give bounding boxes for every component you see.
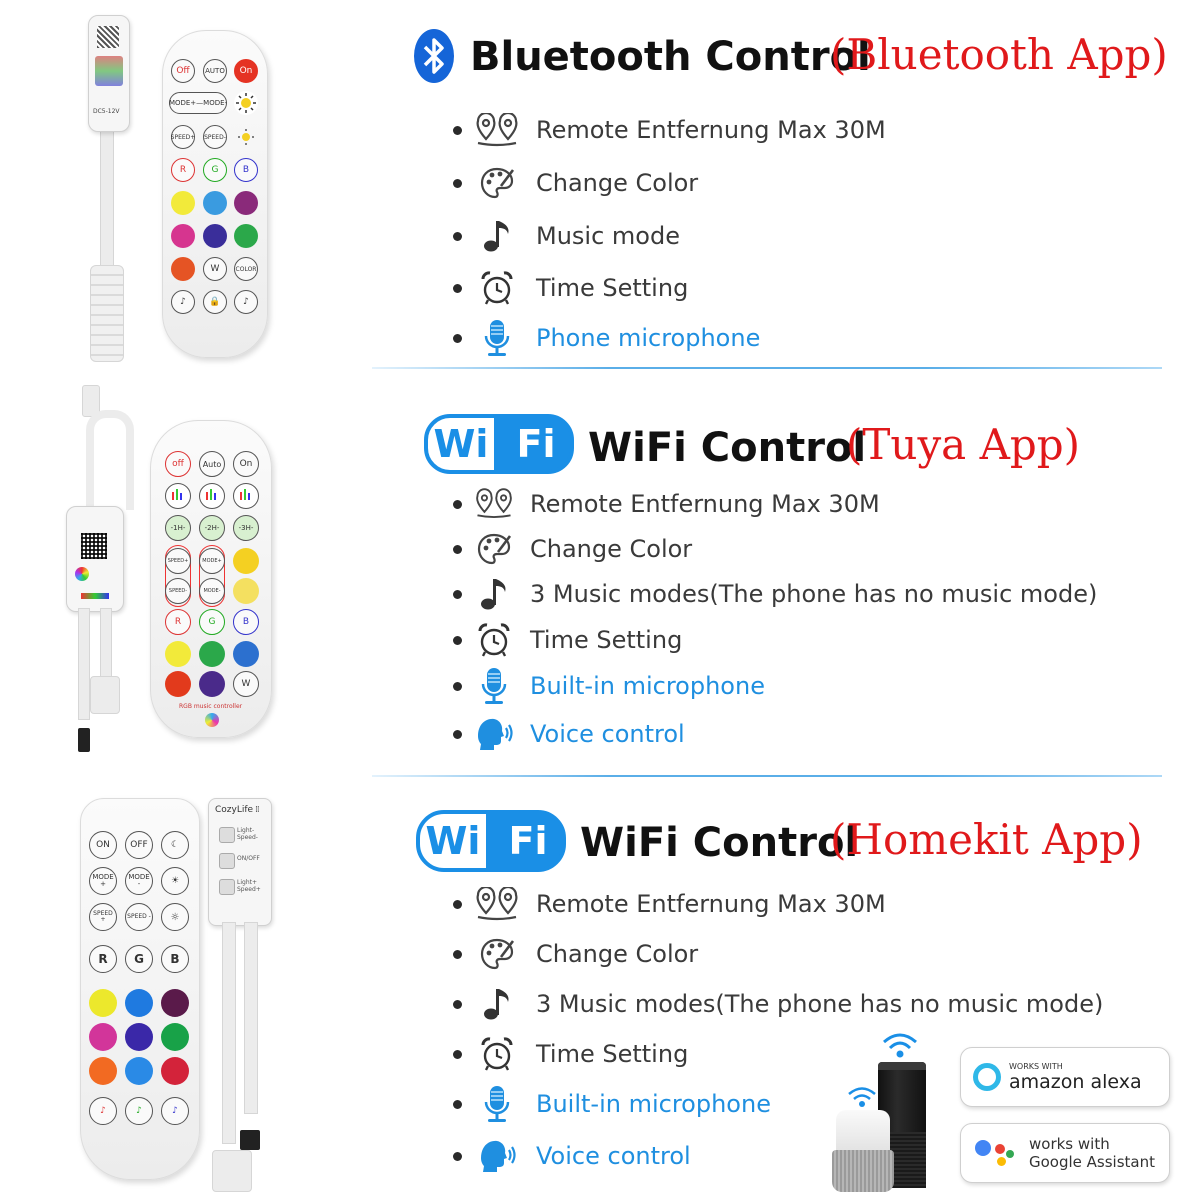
brightness-up-icon[interactable] <box>234 91 258 115</box>
feature-item <box>453 218 680 254</box>
cable-a <box>222 922 236 1144</box>
color-green-button[interactable] <box>161 1023 189 1051</box>
blue-button[interactable]: B <box>161 945 189 973</box>
green-button[interactable]: G <box>203 158 227 182</box>
color-yellow-button[interactable] <box>89 989 117 1017</box>
color-green-button[interactable] <box>199 641 225 667</box>
bullet-dot <box>453 284 462 293</box>
blue-button[interactable]: B <box>233 609 259 635</box>
music-1-icon[interactable]: ♪ <box>171 290 195 314</box>
blue-button[interactable]: B <box>234 158 258 182</box>
mic-holes-icon: ⁞⁞ <box>255 805 259 815</box>
voice-head-icon <box>474 1138 520 1174</box>
green-button[interactable]: G <box>125 945 153 973</box>
bluetooth-icon <box>412 28 456 84</box>
feature-text: Change Color <box>536 940 699 968</box>
bullet-dot <box>453 545 462 554</box>
mode-button[interactable]: MODE+ — MODE- <box>169 92 227 114</box>
music-note-icon <box>474 218 520 254</box>
red-button[interactable]: R <box>89 945 117 973</box>
feature-item <box>453 886 886 922</box>
bullet-dot <box>453 1100 462 1109</box>
bullet-dot <box>453 1000 462 1009</box>
palette-icon <box>474 165 520 201</box>
feature-text: Change Color <box>536 169 699 197</box>
music-3-icon[interactable]: ♪ <box>161 1097 189 1125</box>
wifi-signal-icon <box>880 1030 920 1060</box>
wifi-logo-right: Fi <box>490 810 566 872</box>
red-button[interactable]: R <box>171 158 195 182</box>
mode-minus-label: MODE- <box>203 99 228 107</box>
bullet-dot <box>453 636 462 645</box>
color-pink-button[interactable] <box>89 1023 117 1051</box>
power-label: ON/OFF <box>237 855 260 862</box>
speed-down-button[interactable]: SPEED- <box>203 125 227 149</box>
color-purple-button[interactable] <box>234 191 258 215</box>
music-1-icon[interactable]: ♪ <box>89 1097 117 1125</box>
timer-2h-button[interactable]: -2H- <box>199 515 225 541</box>
bullet-dot <box>453 1050 462 1059</box>
white-button[interactable]: W <box>233 671 259 697</box>
alarm-clock-icon <box>474 622 514 658</box>
voice-head-icon <box>474 716 514 752</box>
app-name: (Bluetooth App) <box>830 30 1168 79</box>
section-divider <box>372 775 1162 777</box>
cable-a <box>78 608 90 720</box>
brand-label: CozyLife <box>215 805 254 815</box>
wifi-logo <box>424 414 574 474</box>
bullet-dot <box>453 590 462 599</box>
led-connector <box>90 676 120 714</box>
feature-text: Voice control <box>536 1142 691 1170</box>
feature-text: Change Color <box>530 535 693 563</box>
night-mode-icon[interactable]: ☾ <box>161 831 189 859</box>
bullet-dot <box>453 900 462 909</box>
location-pins-icon <box>474 886 520 922</box>
section-title: WiFi Control <box>588 425 867 471</box>
qr-code-icon <box>97 26 119 48</box>
feature-item <box>453 165 698 201</box>
bluetooth-remote <box>162 30 268 358</box>
music-note-icon <box>474 986 520 1022</box>
color-skyblue-button[interactable] <box>125 1057 153 1085</box>
feature-text: 3 Music modes(The phone has no music mode) <box>530 580 1098 608</box>
app-name: (Homekit App) <box>830 815 1143 864</box>
section-title: Bluetooth Control <box>470 34 871 80</box>
bullet-dot <box>453 950 462 959</box>
section-title: WiFi Control <box>580 820 859 866</box>
bullet-dot <box>453 126 462 135</box>
wifi-logo-left: Wi <box>424 414 498 474</box>
palette-icon <box>474 936 520 972</box>
alarm-clock-icon <box>474 270 520 306</box>
usb-plug <box>240 1130 260 1150</box>
light-down-button[interactable] <box>219 827 235 843</box>
led-connector <box>212 1150 252 1192</box>
location-pins-icon <box>474 486 514 522</box>
off-button[interactable]: OFF <box>125 831 153 859</box>
wifi-signal-icon <box>846 1084 878 1108</box>
color-button[interactable]: COLOR <box>234 257 258 281</box>
color-blue-button[interactable] <box>233 641 259 667</box>
timer-1h-button[interactable]: -1H- <box>165 515 191 541</box>
on-button[interactable]: ON <box>89 831 117 859</box>
color-wheel-icon <box>75 567 89 581</box>
bullet-dot <box>453 682 462 691</box>
feature-item <box>453 112 886 148</box>
wifi-logo-left: Wi <box>416 810 490 872</box>
green-button[interactable]: G <box>199 609 225 635</box>
bullet-dot <box>453 334 462 343</box>
wifi-logo-right: Fi <box>498 414 574 474</box>
voltage-label: DC5-12V <box>93 108 120 115</box>
off-button[interactable]: Off <box>171 59 195 83</box>
microphone-icon <box>474 320 520 356</box>
brightness-down-icon[interactable] <box>233 578 259 604</box>
google-home-base <box>832 1150 894 1192</box>
alexa-small-text: WORKS WITH <box>1009 1061 1063 1071</box>
brand-logo-icon <box>205 713 219 727</box>
google-line2-text: Google Assistant <box>1029 1153 1155 1171</box>
feature-text: 3 Music modes(The phone has no music mode) <box>536 990 1104 1018</box>
controller-cable <box>86 410 134 510</box>
location-pins-icon <box>474 112 520 148</box>
color-yellow-button[interactable] <box>171 191 195 215</box>
palette-icon <box>474 531 514 567</box>
light-up-label: Light+ Speed+ <box>237 879 261 894</box>
mode-up-button[interactable]: MODE+ <box>199 548 225 574</box>
wifi-controller <box>66 506 124 612</box>
feature-text: Time Setting <box>536 1040 689 1068</box>
on-button[interactable]: On <box>233 451 259 477</box>
music-note-icon <box>474 576 514 612</box>
music-2-icon[interactable]: ♪ <box>234 290 258 314</box>
feature-text: Remote Entfernung Max 30M <box>536 116 886 144</box>
color-green-button[interactable] <box>234 224 258 248</box>
feature-text: Phone microphone <box>536 324 761 352</box>
usb-plug <box>78 728 90 752</box>
brightness-down-icon[interactable] <box>234 125 258 149</box>
cable-b <box>244 922 258 1114</box>
bullet-dot <box>453 500 462 509</box>
color-orange-button[interactable] <box>89 1057 117 1085</box>
alarm-clock-icon <box>474 1036 520 1072</box>
controller-cable <box>100 125 114 272</box>
mode-plus-label: MODE+ <box>168 99 197 107</box>
color-indigo-button[interactable] <box>125 1023 153 1051</box>
color-orange-button[interactable] <box>171 257 195 281</box>
bluetooth-controller <box>88 15 130 132</box>
feature-item <box>453 270 688 306</box>
color-indigo-button[interactable] <box>203 224 227 248</box>
light-down-label: Light- Speed- <box>237 827 258 842</box>
tuya-remote <box>150 420 272 738</box>
feature-text: Built-in microphone <box>530 672 765 700</box>
wifi-logo <box>416 810 566 872</box>
white-button[interactable]: W <box>203 257 227 281</box>
mode-down-button[interactable]: MODE - <box>125 867 153 895</box>
red-button[interactable]: R <box>165 609 191 635</box>
feature-item <box>453 1138 691 1174</box>
auto-button[interactable]: AUTO <box>203 59 227 83</box>
remote-footer-label: RGB music controller <box>179 703 243 710</box>
lock-icon[interactable]: 🔒 <box>203 290 227 314</box>
on-button[interactable]: On <box>234 59 258 83</box>
color-red-button[interactable] <box>165 671 191 697</box>
echo-light-ring <box>878 1062 926 1070</box>
feature-item <box>453 716 685 752</box>
alexa-ring-icon <box>973 1063 1001 1091</box>
google-assistant-icon <box>975 1138 1015 1168</box>
color-yellow-button[interactable] <box>165 641 191 667</box>
feature-item <box>453 1036 688 1072</box>
speed-up-button[interactable]: SPEED+ <box>165 548 191 574</box>
music-mode-3-icon[interactable] <box>233 483 259 509</box>
alexa-big-text: amazon alexa <box>1009 1070 1142 1093</box>
speed-down-button[interactable]: SPEED- <box>165 578 191 604</box>
feature-item <box>453 936 698 972</box>
light-up-button[interactable] <box>219 879 235 895</box>
power-button[interactable] <box>219 853 235 869</box>
off-button[interactable]: off <box>165 451 191 477</box>
google-home-speaker <box>832 1110 894 1192</box>
music-2-icon[interactable]: ♪ <box>125 1097 153 1125</box>
feature-text: Time Setting <box>536 274 689 302</box>
dc-connector <box>90 265 124 362</box>
color-violet-button[interactable] <box>199 671 225 697</box>
feature-text: Remote Entfernung Max 30M <box>536 890 886 918</box>
microphone-icon <box>474 1086 520 1122</box>
led-strip-indicator <box>81 593 109 599</box>
homekit-controller <box>208 798 272 926</box>
mode-down-button[interactable]: MODE- <box>199 578 225 604</box>
feature-item <box>453 531 692 567</box>
bullet-dot <box>453 1152 462 1161</box>
mode-up-button[interactable]: MODE + <box>89 867 117 895</box>
speed-up-button[interactable]: SPEED+ <box>171 125 195 149</box>
auto-button[interactable]: Auto <box>199 451 225 477</box>
feature-item <box>453 986 1103 1022</box>
feature-item <box>453 668 765 704</box>
brightness-up-icon[interactable]: ☀ <box>161 867 189 895</box>
qr-code-icon <box>81 533 107 559</box>
feature-item <box>453 576 1097 612</box>
feature-text: Built-in microphone <box>536 1090 771 1118</box>
feature-text: Music mode <box>536 222 680 250</box>
feature-item <box>453 320 760 356</box>
color-blue-button[interactable] <box>125 989 153 1017</box>
feature-item <box>453 622 682 658</box>
feature-text: Voice control <box>530 720 685 748</box>
alexa-badge <box>960 1047 1170 1107</box>
feature-text: Remote Entfernung Max 30M <box>530 490 880 518</box>
app-name: (Tuya App) <box>846 420 1081 469</box>
brightness-up-icon[interactable] <box>233 548 259 574</box>
google-line1-text: works with <box>1029 1135 1110 1153</box>
label-sticker <box>95 56 123 86</box>
bullet-dot <box>453 730 462 739</box>
speed-down-button[interactable]: SPEED - <box>125 903 153 931</box>
section-divider <box>372 367 1162 369</box>
brightness-down-icon[interactable]: ☼ <box>161 903 189 931</box>
bullet-dot <box>453 179 462 188</box>
google-assistant-badge <box>960 1123 1170 1183</box>
bullet-dot <box>453 232 462 241</box>
speed-up-button[interactable]: SPEED + <box>89 903 117 931</box>
color-plum-button[interactable] <box>161 989 189 1017</box>
feature-item <box>453 1086 771 1122</box>
timer-3h-button[interactable]: -3H- <box>233 515 259 541</box>
color-lightblue-button[interactable] <box>203 191 227 215</box>
microphone-icon <box>474 668 514 704</box>
feature-item <box>453 486 880 522</box>
feature-text: Time Setting <box>530 626 683 654</box>
color-red-button[interactable] <box>161 1057 189 1085</box>
homekit-remote <box>80 798 200 1180</box>
color-pink-button[interactable] <box>171 224 195 248</box>
music-mode-1-icon[interactable] <box>165 483 191 509</box>
music-mode-2-icon[interactable] <box>199 483 225 509</box>
